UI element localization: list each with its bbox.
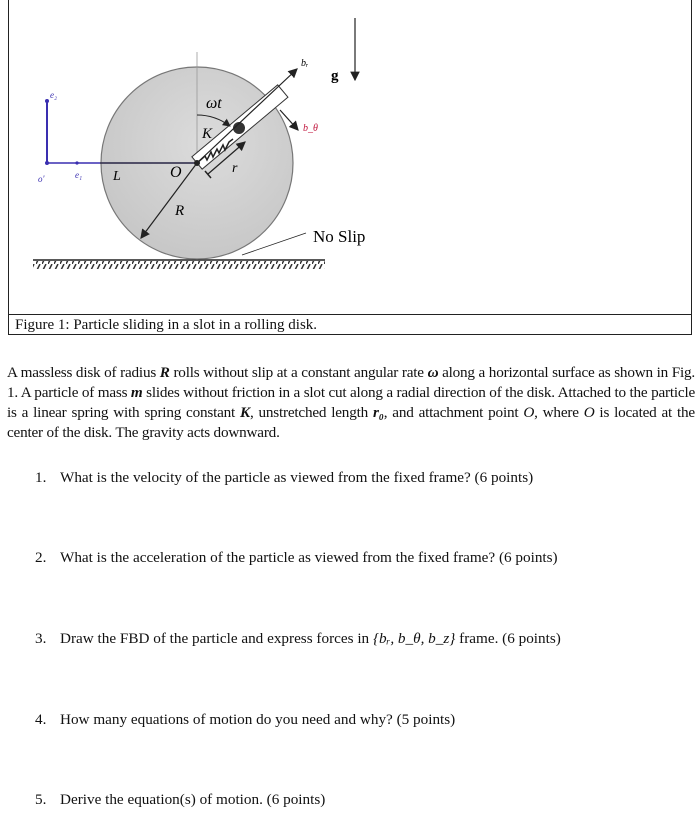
question-number: 1.: [35, 469, 47, 486]
question-text-end: frame. (6 points): [455, 630, 561, 647]
label-frame-origin: o': [38, 174, 45, 184]
label-k: K: [202, 126, 213, 142]
label-g: g: [331, 68, 339, 84]
question-number: 3.: [35, 630, 47, 647]
figure-caption: Figure 1: Particle sliding in a slot in a rolling disk.: [15, 317, 318, 333]
question-text: Derive the equation(s) of motion. (6 points): [60, 791, 326, 808]
question-text: What is the acceleration of the particle as viewed from the fixed frame? (6 points): [60, 549, 558, 566]
label-r: r: [232, 161, 238, 176]
ground: [33, 260, 325, 269]
question-number: 5.: [35, 791, 47, 808]
frame-notation: {bᵣ, b_θ, b_z}: [372, 630, 456, 647]
label-omega-t: ωt: [206, 95, 222, 112]
label-radius: R: [175, 203, 185, 219]
question-number: 2.: [35, 549, 47, 566]
question-text: Draw the FBD of the particle and express forces in: [60, 630, 373, 647]
question-4: [35, 710, 455, 730]
question-1: [35, 468, 533, 488]
label-e-horizontal: e₁: [75, 170, 83, 180]
question-5: [35, 790, 325, 810]
question-2: [35, 548, 558, 568]
rolling-disk-figure: [0, 0, 700, 315]
question-text: How many equations of motion do you need and why? (5 points): [60, 711, 456, 728]
question-3: [35, 629, 561, 649]
label-b-r: bᵣ: [301, 58, 309, 69]
question-text: What is the velocity of the particle as viewed from the fixed frame? (6 points): [60, 469, 534, 486]
label-o: O: [170, 164, 182, 181]
figure-caption-box: [8, 315, 692, 335]
label-e-vertical: e₂: [50, 90, 58, 100]
label-no-slip: No Slip: [313, 227, 366, 246]
label-b-theta: b_θ: [303, 123, 318, 134]
label-l: L: [113, 169, 121, 184]
question-number: 4.: [35, 711, 47, 728]
problem-statement: A massless disk of radius R rolls without slip at a constant angular rate ω along a horizontal surface as shown in Fig. 1. A particle of mass m slides without friction in a slot cut along a radial direction of the disk. Attached to the particle is a linear spring with spring constant K, unstretched length r₀, and attachment point O, where O is located at the center of the disk. The gravity acts downward.: [7, 364, 695, 441]
